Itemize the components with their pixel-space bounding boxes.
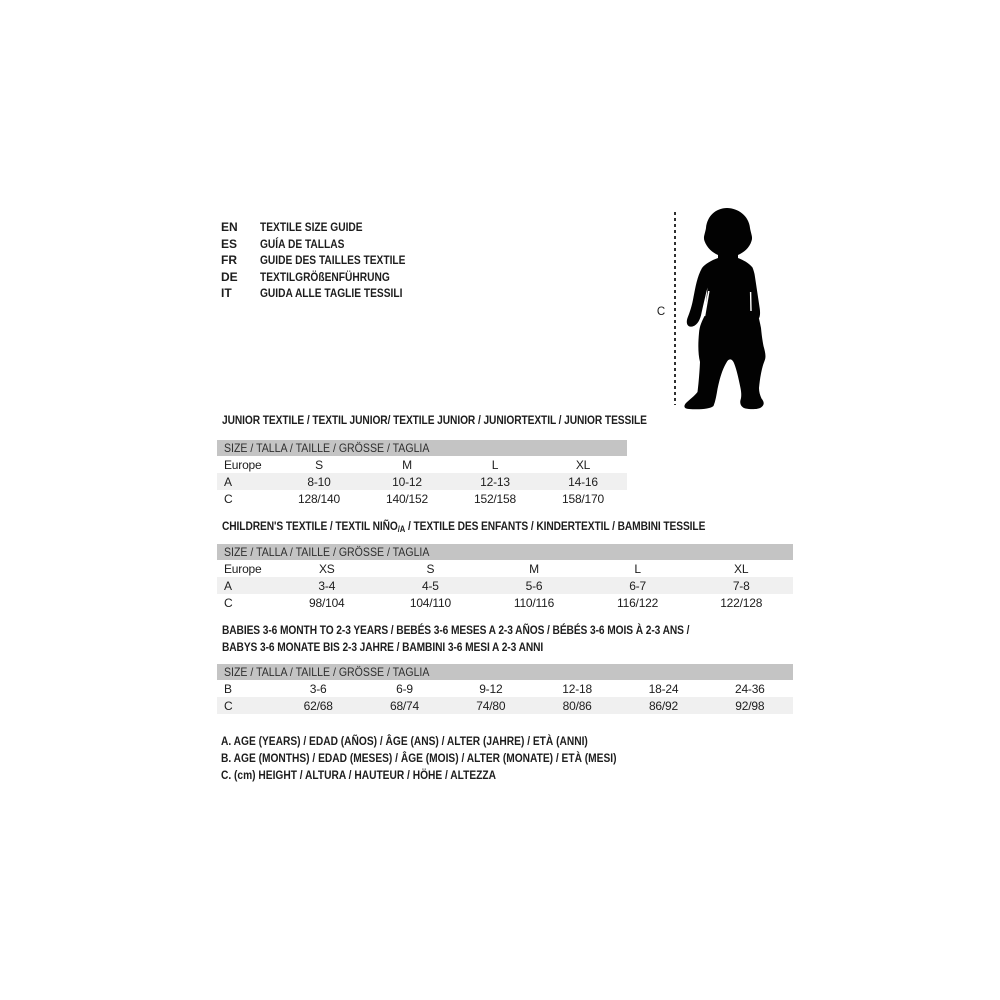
table-cell: S xyxy=(315,457,323,472)
table-cell: 86/92 xyxy=(648,698,678,713)
table-cell: 98/104 xyxy=(309,595,345,610)
table-cell: 18-24 xyxy=(648,681,679,696)
language-code: FR xyxy=(221,253,237,268)
table-cell: 24-36 xyxy=(734,681,765,696)
row-label: Europe xyxy=(224,457,262,472)
size-header-label: SIZE / TALLA / TAILLE / GRÖSSE / TAGLIA xyxy=(224,665,430,679)
table-cell: 62/68 xyxy=(303,698,333,713)
table-cell: 7-8 xyxy=(732,578,750,593)
table xyxy=(217,560,793,611)
note-height-cm: C. (cm) HEIGHT / ALTURA / HAUTEUR / HÖHE / ALTEZZA xyxy=(221,768,497,783)
table-cell: 3-6 xyxy=(309,681,327,696)
table-cell: 3-4 xyxy=(318,578,336,593)
row-label: Europe xyxy=(224,561,262,576)
table-cell: 10-12 xyxy=(392,474,422,489)
table-cell: S xyxy=(426,561,435,576)
size-header-label: SIZE / TALLA / TAILLE / GRÖSSE / TAGLIA xyxy=(224,545,430,559)
childrens-textile-title xyxy=(222,519,791,535)
table-cell: 14-16 xyxy=(568,474,598,489)
table-cell: 12-13 xyxy=(480,474,510,489)
table-cell: M xyxy=(402,457,412,472)
table-cell: 80/86 xyxy=(562,698,592,713)
language-label: GUÍA DE TALLAS xyxy=(260,236,345,251)
table-cell: 158/170 xyxy=(562,491,604,506)
table-cell: L xyxy=(491,457,499,472)
table-cell: M xyxy=(529,561,539,576)
table-cell: 122/128 xyxy=(720,595,763,610)
title-suffix: / TEXTILE DES ENFANTS / KINDERTEXTIL / BAMBINI TESSILE xyxy=(405,519,706,533)
title-subscript: /A xyxy=(397,524,406,534)
title-prefix: CHILDREN'S TEXTILE / TEXTIL NIÑO xyxy=(222,519,398,533)
size-header-bar xyxy=(217,664,793,680)
babies-title-line1: BABIES 3-6 MONTH TO 2-3 YEARS / BEBÉS 3-6 MESES A 2-3 AÑOS / BÉBÉS 3-6 MOIS À 2-3 ANS / xyxy=(222,623,690,637)
language-code: IT xyxy=(221,286,232,301)
size-header-bar xyxy=(217,440,627,456)
note-age-months: B. AGE (MONTHS) / EDAD (MESES) / ÂGE (MOIS) / ALTER (MONATE) / ETÀ (MESI) xyxy=(221,751,617,766)
table-cell: 8-10 xyxy=(307,474,331,489)
table-cell: 74/80 xyxy=(476,698,506,713)
table-row xyxy=(217,577,793,594)
babies-textile-title xyxy=(222,622,772,656)
babies-title-line2: BABYS 3-6 MONATE BIS 2-3 JAHRE / BAMBINI 3-6 MESI A 2-3 ANNI xyxy=(222,640,544,654)
table-cell: XL xyxy=(734,561,749,576)
row-label: A xyxy=(224,474,232,489)
table-row xyxy=(217,456,627,473)
table-cell: 128/140 xyxy=(298,491,340,506)
language-label: TEXTILE SIZE GUIDE xyxy=(260,220,363,234)
baby-silhouette-icon xyxy=(680,205,790,412)
language-code: DE xyxy=(221,269,238,284)
row-label: C xyxy=(224,595,233,610)
table-cell: XL xyxy=(575,457,591,472)
table-row xyxy=(217,560,793,577)
size-header-label: SIZE / TALLA / TAILLE / GRÖSSE / TAGLIA xyxy=(224,441,430,455)
list-item xyxy=(221,236,431,253)
table-row xyxy=(217,680,793,697)
row-label: A xyxy=(224,578,232,593)
table-cell: 152/158 xyxy=(474,491,516,506)
table-cell: 5-6 xyxy=(525,578,543,593)
junior-textile-title xyxy=(222,413,722,428)
childrens-textile-title-text xyxy=(222,519,705,535)
table-cell: 68/74 xyxy=(389,698,419,713)
table-row xyxy=(217,594,793,611)
table-row xyxy=(217,490,627,507)
table-cell: 4-5 xyxy=(422,578,439,593)
height-dashed-line-icon xyxy=(674,212,676,405)
language-label: GUIDE DES TAILLES TEXTILE xyxy=(260,253,406,268)
table xyxy=(217,680,793,714)
row-label: C xyxy=(224,491,233,506)
babies-size-table xyxy=(217,664,793,714)
table-cell: 6-7 xyxy=(629,578,646,593)
table-cell: 12-18 xyxy=(562,681,592,696)
language-size-guide-list xyxy=(221,219,431,302)
list-item xyxy=(221,269,431,286)
table-cell: 6-9 xyxy=(396,681,413,696)
table-cell: 92/98 xyxy=(735,698,765,713)
list-item xyxy=(221,219,431,236)
list-item xyxy=(221,252,431,269)
table-cell: 9-12 xyxy=(479,681,503,696)
language-label: TEXTILGRÖßENFÜHRUNG xyxy=(260,269,390,284)
table-cell: 116/122 xyxy=(617,595,659,610)
note-age-years: A. AGE (YEARS) / EDAD (AÑOS) / ÂGE (ANS) / ALTER (JAHRE) / ETÀ (ANNI) xyxy=(221,734,588,748)
table-cell: L xyxy=(634,561,641,576)
table xyxy=(217,456,627,507)
table-cell: 110/116 xyxy=(513,595,555,610)
legend-notes xyxy=(221,733,686,785)
table-cell: XS xyxy=(318,561,335,576)
row-label: C xyxy=(224,698,233,713)
table-cell: 104/110 xyxy=(409,595,451,610)
language-code: EN xyxy=(221,220,238,234)
size-header-bar xyxy=(217,544,793,560)
childrens-size-table xyxy=(217,544,793,611)
table-row xyxy=(217,697,793,714)
junior-size-table xyxy=(217,440,627,507)
table-cell: 140/152 xyxy=(386,491,428,506)
language-label: GUIDA ALLE TAGLIE TESSILI xyxy=(260,286,403,301)
language-code: ES xyxy=(221,236,238,251)
row-label: B xyxy=(224,681,232,696)
table-row xyxy=(217,473,627,490)
height-label: C xyxy=(656,306,666,318)
junior-textile-title-text: JUNIOR TEXTILE / TEXTIL JUNIOR/ TEXTILE JUNIOR / JUNIORTEXTIL / JUNIOR TESSILE xyxy=(222,413,647,427)
list-item xyxy=(221,285,431,302)
